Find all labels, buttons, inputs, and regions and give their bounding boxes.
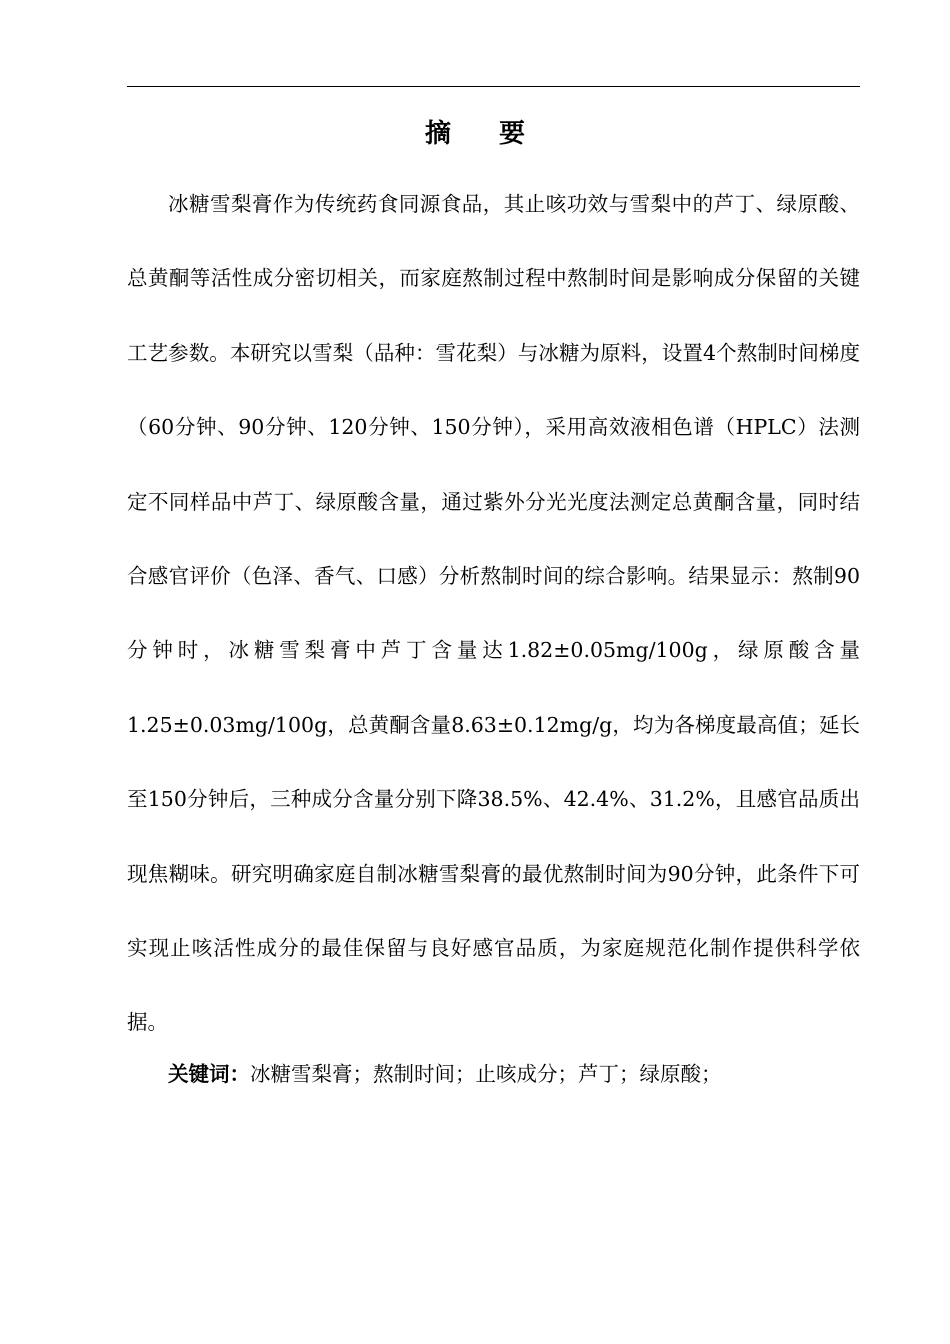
keywords-line — [168, 1054, 860, 1094]
keywords-text: 冰糖雪梨膏；熬制时间；止咳成分；芦丁；绿原酸； — [250, 1062, 722, 1086]
abstract-paragraph: 冰糖雪梨膏作为传统药食同源食品，其止咳功效与雪梨中的芦丁、绿原酸、总黄酮等活性成分密切相关，而家庭熬制过程中熬制时间是影响成分保留的关键工艺参数。本研究以雪梨（品种：雪花梨）与冰糖为原料，设置4个熬制时间梯度（60分钟、90分钟、120分钟、150分钟），采用高效液相色谱（HPLC）法测定不同样品中芦丁、绿原酸含量，通过紫外分光光度法测定总黄酮含量，同时结合感官评价（色泽、香气、口感）分析熬制时间的综合影响。结果显示：熬制90分钟时，冰糖雪梨膏中芦丁含量达1.82±0.05mg/100g，绿原酸含量1.25±0.03mg/100g，总黄酮含量8.63±0.12mg/g，均为各梯度最高值；延长至150分钟后，三种成分含量分别下降38.5%、42.4%、31.2%，且感官品质出现焦糊味。研究明确家庭自制冰糖雪梨膏的最优熬制时间为90分钟，此条件下可实现止咳活性成分的最佳保留与良好感官品质，为家庭规范化制作提供科学依据。 — [127, 192, 860, 1035]
title-char-2: 要 — [499, 119, 526, 149]
header-rule — [127, 86, 860, 87]
title-char-1: 摘 — [424, 119, 451, 149]
keywords-label: 关键词： — [168, 1062, 250, 1086]
page-title — [0, 112, 950, 156]
